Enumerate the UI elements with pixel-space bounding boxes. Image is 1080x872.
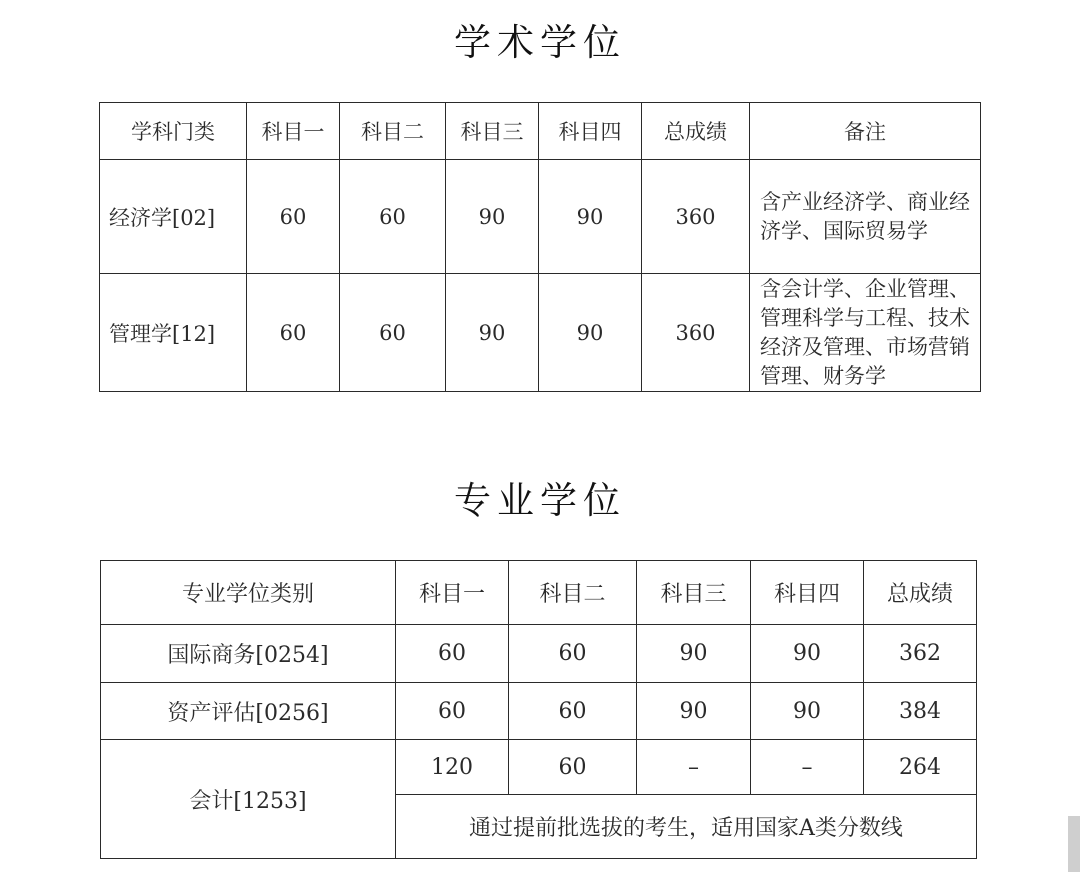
total-cell: 264 xyxy=(864,740,977,795)
header-cell: 科目二 xyxy=(340,103,446,160)
score-cell: 90 xyxy=(751,625,864,683)
scroll-edge-bar xyxy=(1068,816,1080,872)
score-cell: 90 xyxy=(637,683,751,740)
header-cell: 总成绩 xyxy=(864,561,977,625)
category-cell: 国际商务[0254] xyxy=(101,625,396,683)
note-cell: 通过提前批选拔的考生，适用国家A类分数线 xyxy=(396,795,977,859)
academic-degree-title: 学术学位 xyxy=(454,21,626,64)
note-cell: 含会计学、企业管理、管理科学与工程、技术经济及管理、市场营销管理、财务学 xyxy=(750,274,981,392)
academic-degree-table xyxy=(99,102,981,392)
score-cell: – xyxy=(637,740,751,795)
table-row xyxy=(101,740,977,795)
score-cell: 90 xyxy=(751,683,864,740)
table-row xyxy=(100,274,981,392)
header-cell: 科目二 xyxy=(509,561,637,625)
score-cell: 60 xyxy=(340,274,446,392)
total-cell: 360 xyxy=(642,274,750,392)
score-cell: 60 xyxy=(509,740,637,795)
score-cell: 90 xyxy=(637,625,751,683)
header-cell: 科目一 xyxy=(396,561,509,625)
header-cell: 备注 xyxy=(750,103,981,160)
score-cell: 60 xyxy=(396,625,509,683)
category-cell: 经济学[02] xyxy=(100,160,247,274)
score-cell: 90 xyxy=(446,160,539,274)
table-row xyxy=(100,160,981,274)
table-row xyxy=(101,625,977,683)
header-cell: 总成绩 xyxy=(642,103,750,160)
score-cell: 90 xyxy=(539,160,642,274)
total-cell: 362 xyxy=(864,625,977,683)
header-cell: 科目一 xyxy=(247,103,340,160)
score-cell: – xyxy=(751,740,864,795)
total-cell: 384 xyxy=(864,683,977,740)
score-cell: 60 xyxy=(247,160,340,274)
header-cell: 科目三 xyxy=(446,103,539,160)
score-cell: 120 xyxy=(396,740,509,795)
professional-degree-title: 专业学位 xyxy=(454,479,626,522)
score-cell: 90 xyxy=(539,274,642,392)
header-cell: 专业学位类别 xyxy=(101,561,396,625)
score-cell: 60 xyxy=(247,274,340,392)
table-header-row xyxy=(101,561,977,625)
table-row xyxy=(101,683,977,740)
score-cell: 60 xyxy=(396,683,509,740)
score-cell: 90 xyxy=(446,274,539,392)
category-cell: 管理学[12] xyxy=(100,274,247,392)
table-header-row xyxy=(100,103,981,160)
score-cell: 60 xyxy=(509,625,637,683)
score-cell: 60 xyxy=(340,160,446,274)
category-cell: 会计[1253] xyxy=(101,740,396,859)
total-cell: 360 xyxy=(642,160,750,274)
header-cell: 学科门类 xyxy=(100,103,247,160)
note-cell: 含产业经济学、商业经济学、国际贸易学 xyxy=(750,160,981,274)
category-cell: 资产评估[0256] xyxy=(101,683,396,740)
header-cell: 科目四 xyxy=(539,103,642,160)
header-cell: 科目三 xyxy=(637,561,751,625)
header-cell: 科目四 xyxy=(751,561,864,625)
score-cell: 60 xyxy=(509,683,637,740)
professional-degree-table xyxy=(100,560,977,859)
